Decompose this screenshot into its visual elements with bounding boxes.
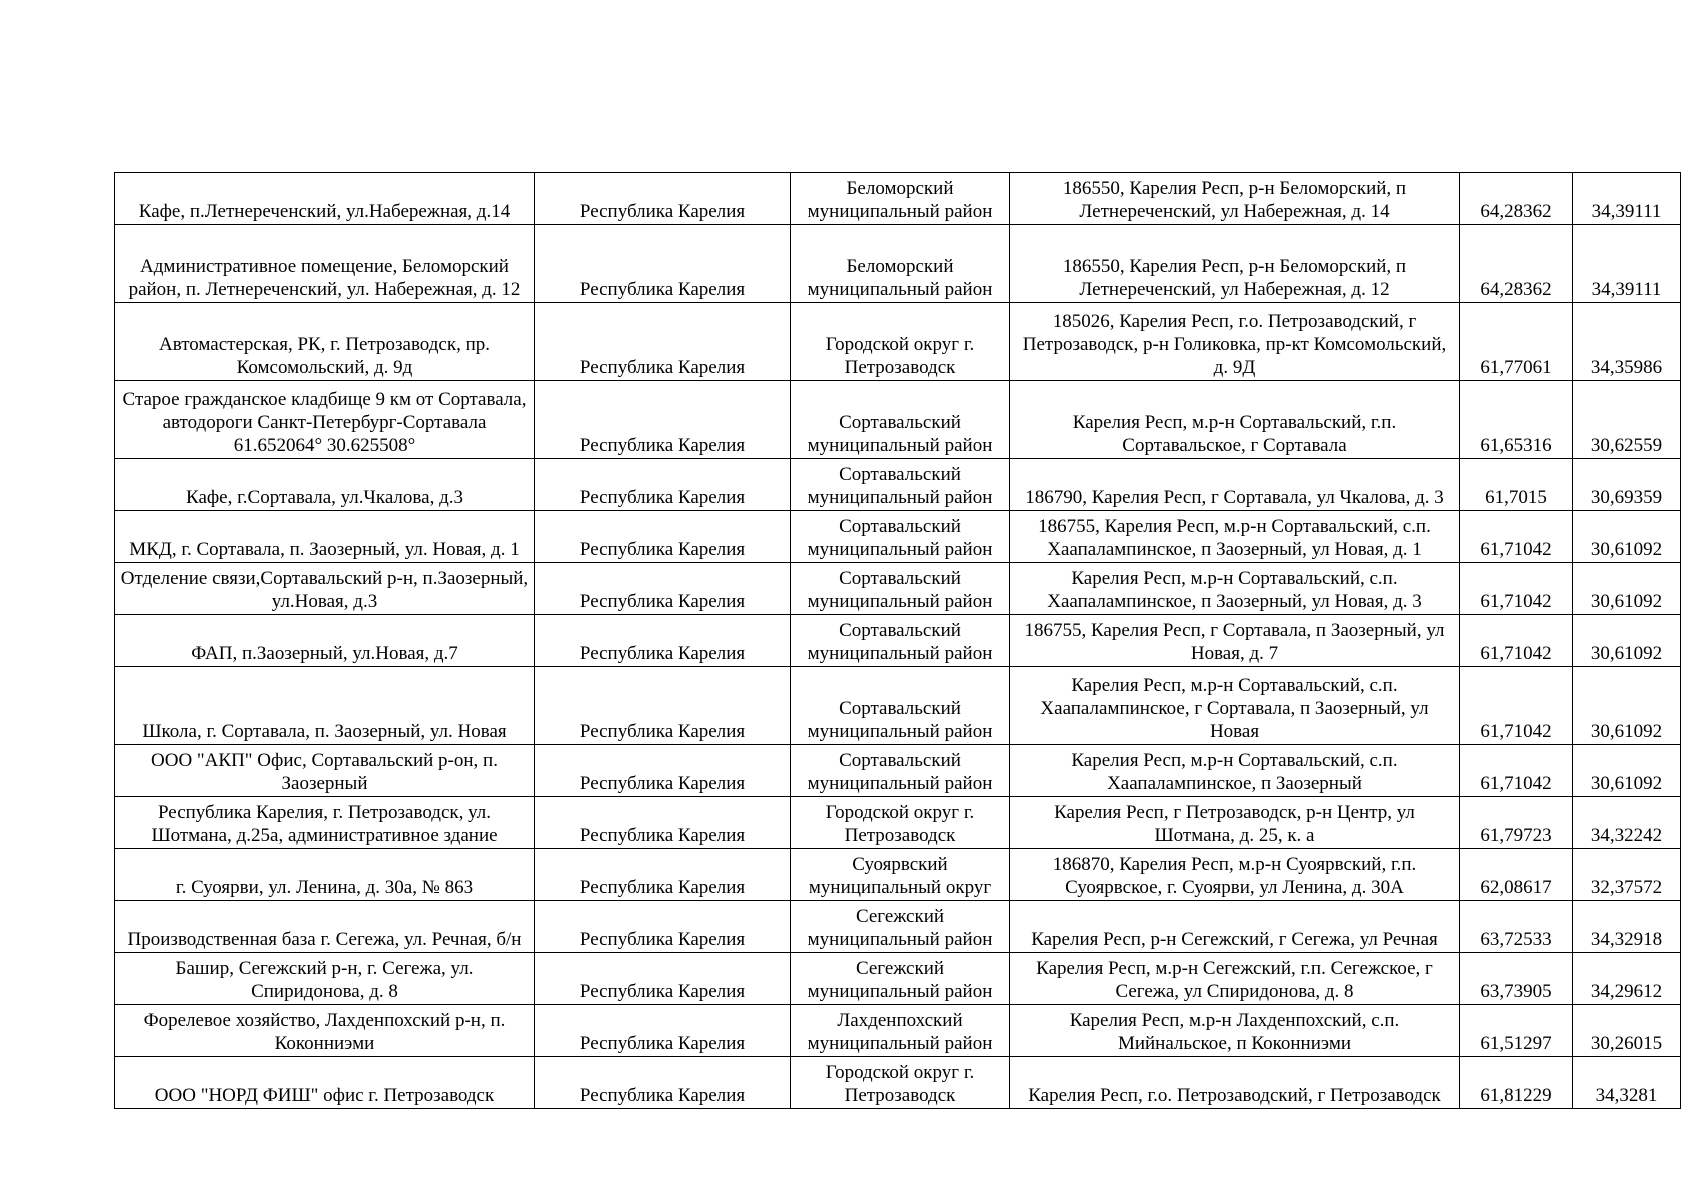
address-cell: 186755, Карелия Респ, г Сортавала, п Заозерный, ул Новая, д. 7 [1010,615,1460,667]
object-name-cell: ООО "НОРД ФИШ" офис г. Петрозаводск [115,1057,535,1109]
address-cell: Карелия Респ, м.р-н Сегежский, г.п. Сегежское, г Сегежа, ул Спиридонова, д. 8 [1010,953,1460,1005]
longitude-cell: 34,39111 [1573,225,1681,303]
object-name-cell: Старое гражданское кладбище 9 км от Сортавала, автодороги Санкт-Петербург-Сортавала 61.652064° 30.625508° [115,381,535,459]
region-cell: Республика Карелия [535,1005,791,1057]
region-cell: Республика Карелия [535,953,791,1005]
longitude-cell: 30,61092 [1573,667,1681,745]
district-cell: Лахденпохский муниципальный район [791,1005,1010,1057]
address-cell: Карелия Респ, м.р-н Сортавальский, с.п. Хаапалампинское, п Заозерный, ул Новая, д. 3 [1010,563,1460,615]
region-cell: Республика Карелия [535,745,791,797]
longitude-cell: 34,32242 [1573,797,1681,849]
table-row [115,797,1681,849]
latitude-cell: 61,65316 [1460,381,1573,459]
address-cell: Карелия Респ, м.р-н Сортавальский, г.п. Сортавальское, г Сортавала [1010,381,1460,459]
region-cell: Республика Карелия [535,615,791,667]
region-cell: Республика Карелия [535,381,791,459]
address-cell: 186755, Карелия Респ, м.р-н Сортавальский, с.п. Хаапалампинское, п Заозерный, ул Новая, д. 1 [1010,511,1460,563]
object-name-cell: Башир, Сегежский р-н, г. Сегежа, ул. Спиридонова, д. 8 [115,953,535,1005]
longitude-cell: 30,26015 [1573,1005,1681,1057]
latitude-cell: 64,28362 [1460,225,1573,303]
object-name-cell: Административное помещение, Беломорский район, п. Летнереченский, ул. Набережная, д. 12 [115,225,535,303]
table-row [115,381,1681,459]
longitude-cell: 34,29612 [1573,953,1681,1005]
district-cell: Городской округ г. Петрозаводск [791,303,1010,381]
district-cell: Суоярвский муниципальный округ [791,849,1010,901]
latitude-cell: 63,72533 [1460,901,1573,953]
object-name-cell: ФАП, п.Заозерный, ул.Новая, д.7 [115,615,535,667]
latitude-cell: 62,08617 [1460,849,1573,901]
address-cell: 186790, Карелия Респ, г Сортавала, ул Чкалова, д. 3 [1010,459,1460,511]
longitude-cell: 34,3281 [1573,1057,1681,1109]
table-row [115,615,1681,667]
longitude-cell: 34,35986 [1573,303,1681,381]
table-row [115,849,1681,901]
district-cell: Сортавальский муниципальный район [791,667,1010,745]
latitude-cell: 61,77061 [1460,303,1573,381]
longitude-cell: 34,39111 [1573,173,1681,225]
table-row [115,1005,1681,1057]
district-cell: Сортавальский муниципальный район [791,381,1010,459]
latitude-cell: 64,28362 [1460,173,1573,225]
table-row [115,953,1681,1005]
address-cell: Карелия Респ, р-н Сегежский, г Сегежа, ул Речная [1010,901,1460,953]
district-cell: Беломорский муниципальный район [791,173,1010,225]
latitude-cell: 61,71042 [1460,745,1573,797]
district-cell: Сортавальский муниципальный район [791,745,1010,797]
address-cell: Карелия Респ, м.р-н Сортавальский, с.п. Хаапалампинское, г Сортавала, п Заозерный, ул Новая [1010,667,1460,745]
objects-table [114,172,1681,1109]
district-cell: Сортавальский муниципальный район [791,563,1010,615]
address-cell: Карелия Респ, г.о. Петрозаводский, г Петрозаводск [1010,1057,1460,1109]
longitude-cell: 30,62559 [1573,381,1681,459]
table-row [115,303,1681,381]
region-cell: Республика Карелия [535,849,791,901]
region-cell: Республика Карелия [535,459,791,511]
objects-table-body [115,173,1681,1109]
district-cell: Городской округ г. Петрозаводск [791,797,1010,849]
table-row [115,173,1681,225]
district-cell: Беломорский муниципальный район [791,225,1010,303]
longitude-cell: 30,61092 [1573,563,1681,615]
table-row [115,563,1681,615]
object-name-cell: ООО "АКП" Офис, Сортавальский р-он, п. Заозерный [115,745,535,797]
address-cell: Карелия Респ, м.р-н Лахденпохский, с.п. Мийнальское, п Коконниэми [1010,1005,1460,1057]
address-cell: Карелия Респ, м.р-н Сортавальский, с.п. Хаапалампинское, п Заозерный [1010,745,1460,797]
latitude-cell: 61,71042 [1460,667,1573,745]
address-cell: 186550, Карелия Респ, р-н Беломорский, п Летнереченский, ул Набережная, д. 14 [1010,173,1460,225]
object-name-cell: Автомастерская, РК, г. Петрозаводск, пр. Комсомольский, д. 9д [115,303,535,381]
latitude-cell: 61,51297 [1460,1005,1573,1057]
region-cell: Республика Карелия [535,563,791,615]
table-row [115,745,1681,797]
object-name-cell: Республика Карелия, г. Петрозаводск, ул. Шотмана, д.25а, административное здание [115,797,535,849]
longitude-cell: 32,37572 [1573,849,1681,901]
object-name-cell: Производственная база г. Сегежа, ул. Речная, б/н [115,901,535,953]
object-name-cell: Школа, г. Сортавала, п. Заозерный, ул. Новая [115,667,535,745]
latitude-cell: 61,79723 [1460,797,1573,849]
latitude-cell: 61,71042 [1460,563,1573,615]
table-row [115,225,1681,303]
table-row [115,1057,1681,1109]
district-cell: Сегежский муниципальный район [791,953,1010,1005]
table-row [115,667,1681,745]
longitude-cell: 30,69359 [1573,459,1681,511]
district-cell: Сегежский муниципальный район [791,901,1010,953]
region-cell: Республика Карелия [535,511,791,563]
table-row [115,901,1681,953]
address-cell: 186870, Карелия Респ, м.р-н Суоярвский, г.п. Суоярвское, г. Суоярви, ул Ленина, д. 30А [1010,849,1460,901]
table-row [115,459,1681,511]
longitude-cell: 30,61092 [1573,511,1681,563]
object-name-cell: г. Суоярви, ул. Ленина, д. 30а, № 863 [115,849,535,901]
object-name-cell: МКД, г. Сортавала, п. Заозерный, ул. Новая, д. 1 [115,511,535,563]
region-cell: Республика Карелия [535,797,791,849]
object-name-cell: Отделение связи,Сортавальский р-н, п.Заозерный, ул.Новая, д.3 [115,563,535,615]
longitude-cell: 30,61092 [1573,745,1681,797]
address-cell: 186550, Карелия Респ, р-н Беломорский, п Летнереченский, ул Набережная, д. 12 [1010,225,1460,303]
latitude-cell: 61,7015 [1460,459,1573,511]
district-cell: Сортавальский муниципальный район [791,459,1010,511]
longitude-cell: 34,32918 [1573,901,1681,953]
region-cell: Республика Карелия [535,173,791,225]
region-cell: Республика Карелия [535,225,791,303]
address-cell: Карелия Респ, г Петрозаводск, р-н Центр, ул Шотмана, д. 25, к. а [1010,797,1460,849]
latitude-cell: 61,81229 [1460,1057,1573,1109]
region-cell: Республика Карелия [535,901,791,953]
latitude-cell: 63,73905 [1460,953,1573,1005]
address-cell: 185026, Карелия Респ, г.о. Петрозаводский, г Петрозаводск, р-н Голиковка, пр-кт Комсомольский, д. 9Д [1010,303,1460,381]
district-cell: Городской округ г. Петрозаводск [791,1057,1010,1109]
region-cell: Республика Карелия [535,303,791,381]
object-name-cell: Кафе, п.Летнереченский, ул.Набережная, д.14 [115,173,535,225]
table-row [115,511,1681,563]
object-name-cell: Кафе, г.Сортавала, ул.Чкалова, д.3 [115,459,535,511]
object-name-cell: Форелевое хозяйство, Лахденпохский р-н, п. Коконниэми [115,1005,535,1057]
region-cell: Республика Карелия [535,667,791,745]
region-cell: Республика Карелия [535,1057,791,1109]
longitude-cell: 30,61092 [1573,615,1681,667]
district-cell: Сортавальский муниципальный район [791,511,1010,563]
district-cell: Сортавальский муниципальный район [791,615,1010,667]
latitude-cell: 61,71042 [1460,511,1573,563]
latitude-cell: 61,71042 [1460,615,1573,667]
